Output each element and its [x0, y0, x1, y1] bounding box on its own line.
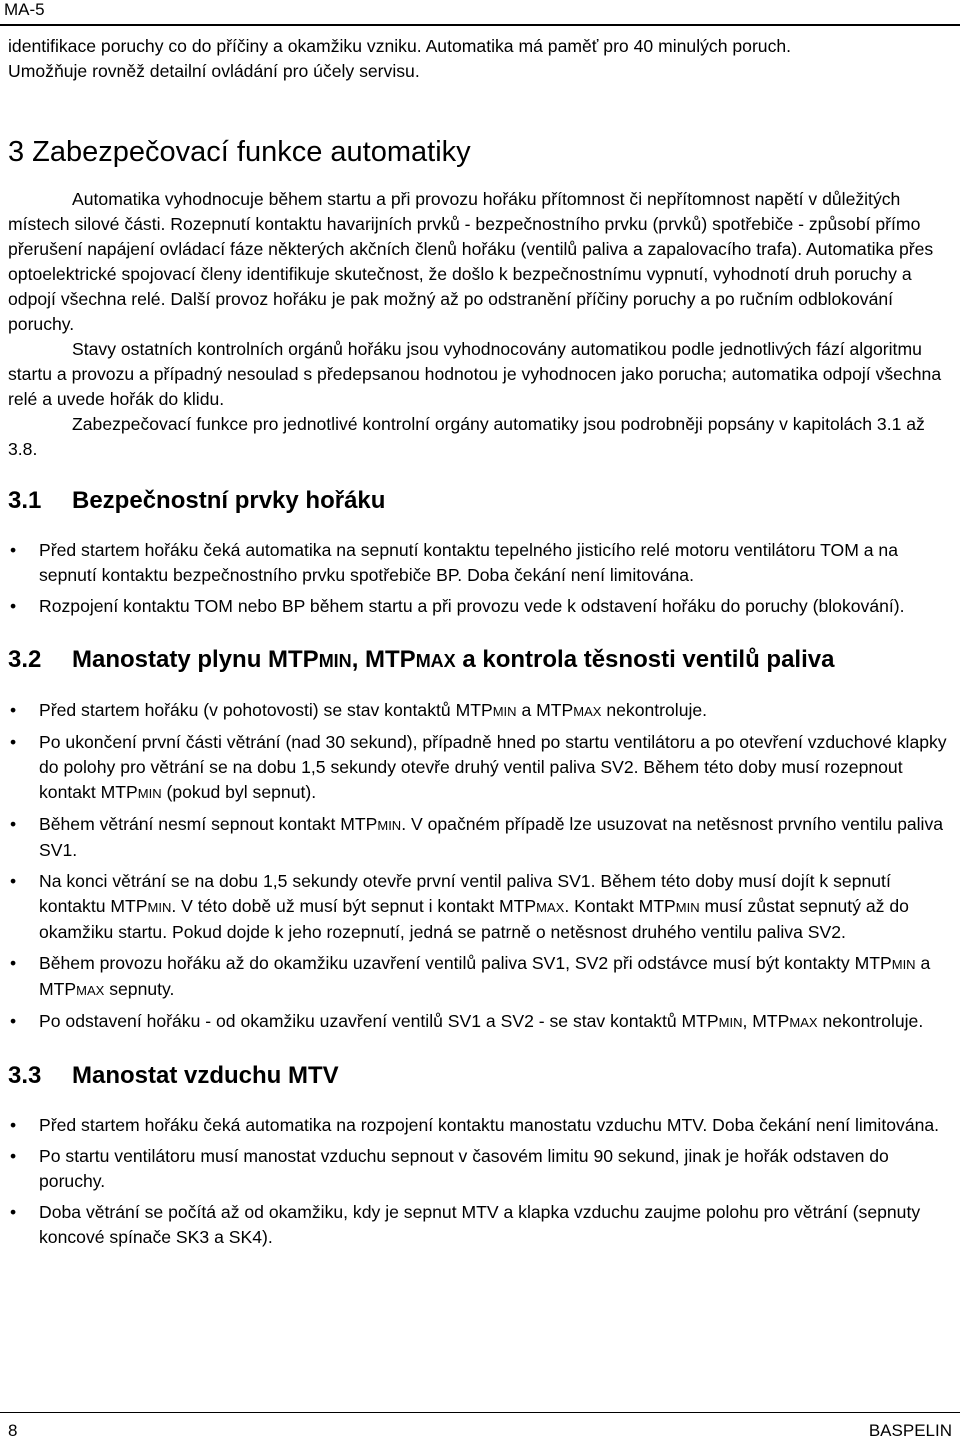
header-divider: [0, 24, 960, 26]
list-item: • Po ukončení první části větrání (nad 30 sekund), případně hned po startu ventilátoru a po otevření vzduchové klapky do polohy pro větrání se na dobu 1,5 sekundy otevře druhý ventil paliva SV2. Během této doby musí rozepnout kontakt MTPMIN (pokud byl sepnut).: [10, 732, 947, 802]
bullet-icon: •: [10, 1011, 17, 1031]
section-3-3-number: 3.3: [8, 1062, 42, 1089]
bullet-icon: •: [10, 953, 17, 973]
intro-line-1: identifikace poruchy co do příčiny a okamžiku vzniku. Automatika má paměť pro 40 minulých poruch.: [8, 36, 792, 56]
list-item: • Během provozu hořáku až do okamžiku uzavření ventilů paliva SV1, SV2 při odstávce musí být kontakty MTPMIN a MTPMAX sepnuty.: [10, 953, 931, 999]
list-item: • Po startu ventilátoru musí manostat vzduchu sepnout v časovém limitu 90 sekund, jinak je hořák odstaven do poruchy.: [10, 1146, 889, 1191]
bullet-icon: •: [10, 1115, 17, 1135]
page-number: 8: [8, 1421, 18, 1440]
section-3-2-number: 3.2: [8, 646, 42, 673]
section-3-paragraph-1: Automatika vyhodnocuje během startu a při provozu hořáku přítomnost či nepřítomnost napětí v důležitých místech silové části. Rozepnutí kontaktu havarijních prvků - bezpečnostního prvku (prvků) spotřebiče - způsobí přímo přerušení napájení ovládací fáze některých akčních členů hořáku (ventilů paliva a zapalovacího trafa). Automatika přes optoelektrické spojovací členy identifikuje skutečnost, že došlo k bezpečnostnímu vypnutí, vyhodnotí druh poruchy a odpojí všechna relé. Další provoz hořáku je pak možný až po odstranění příčiny poruchy a po ručním odblokování poruchy.: [8, 189, 934, 334]
section-3-1-number: 3.1: [8, 487, 42, 514]
bullet-icon: •: [10, 540, 17, 560]
bullet-icon: •: [10, 871, 17, 891]
section-3-3-list: [8, 1113, 952, 1250]
section-3-3-title: Manostat vzduchu MTV: [72, 1062, 339, 1089]
bullet-icon: •: [10, 814, 17, 834]
section-3-heading: 3 Zabezpečovací funkce automatiky: [8, 136, 471, 168]
section-3-2-title: Manostaty plynu MTPMIN, MTPMAX a kontrola těsnosti ventilů paliva: [72, 646, 835, 673]
header-label: MA-5: [4, 0, 45, 19]
list-item: • Po odstavení hořáku - od okamžiku uzavření ventilů SV1 a SV2 - se stav kontaktů MTPMIN, MTPMAX nekontroluje.: [8, 1009, 952, 1035]
section-3-1-title: Bezpečnostní prvky hořáku: [72, 487, 386, 514]
bullet-icon: •: [10, 596, 17, 616]
list-item: • Během větrání nesmí sepnout kontakt MTPMIN. V opačném případě lze usuzovat na netěsnost prvního ventilu paliva SV1.: [10, 814, 944, 860]
bullet-icon: •: [10, 700, 17, 720]
section-3-2-heading: [8, 645, 952, 676]
bullet-icon: •: [10, 732, 17, 752]
page-content: [8, 34, 952, 1250]
section-3-1-list: [8, 538, 952, 619]
list-item: • Doba větrání se počítá až od okamžiku, kdy je sepnut MTV a klapka vzduchu zaujme polohu pro větrání (sepnuty koncové spínače SK3 a SK4).: [10, 1202, 921, 1247]
bullet-icon: •: [10, 1202, 17, 1222]
section-3-3-heading: [8, 1061, 952, 1091]
section-3-2-list: [8, 698, 952, 1035]
list-item: • Před startem hořáku čeká automatika na sepnutí kontaktu tepelného jisticího relé motoru ventilátoru TOM a na sepnutí kontaktu bezpečnostního prvku spotřebiče BP. Doba čekání není limitována.: [10, 540, 898, 585]
section-3-paragraph-2: Stavy ostatních kontrolních orgánů hořáku jsou vyhodnocovány automatikou podle jednotlivých fází algoritmu startu a provozu a případný nesoulad s předepsanou hodnotou je vyhodnocen jako porucha; automatika odpojí všechna relé a uvede hořák do klidu.: [8, 339, 942, 409]
list-item: • Před startem hořáku (v pohotovosti) se stav kontaktů MTPMIN a MTPMAX nekontroluje.: [8, 698, 952, 724]
footer-divider: [0, 1412, 960, 1413]
list-item: • Na konci větrání se na dobu 1,5 sekundy otevře první ventil paliva SV1. Během této doby musí dojít k sepnutí kontaktu MTPMIN. V této době už musí být sepnut i kontakt MTPMAX. Kontakt MTPMIN musí zůstat sepnutý až do okamžiku startu. Pokud dojde k jeho rozepnutí, jedná se patrně o netěsnost druhého ventilu paliva SV2.: [10, 871, 909, 942]
section-3-1-heading: [8, 486, 952, 516]
section-3-paragraph-3: Zabezpečovací funkce pro jednotlivé kontrolní orgány automatiky jsou podrobněji popsány v kapitolách 3.1 až 3.8.: [8, 414, 925, 459]
list-item: • Rozpojení kontaktu TOM nebo BP během startu a při provozu vede k odstavení hořáku do poruchy (blokování).: [8, 594, 952, 619]
brand-name: BASPELIN: [868, 1421, 952, 1440]
bullet-icon: •: [10, 1146, 17, 1166]
intro-line-2: Umožňuje rovněž detailní ovládání pro účely servisu.: [8, 61, 420, 81]
list-item: • Před startem hořáku čeká automatika na rozpojení kontaktu manostatu vzduchu MTV. Doba čekání není limitována.: [8, 1113, 952, 1138]
